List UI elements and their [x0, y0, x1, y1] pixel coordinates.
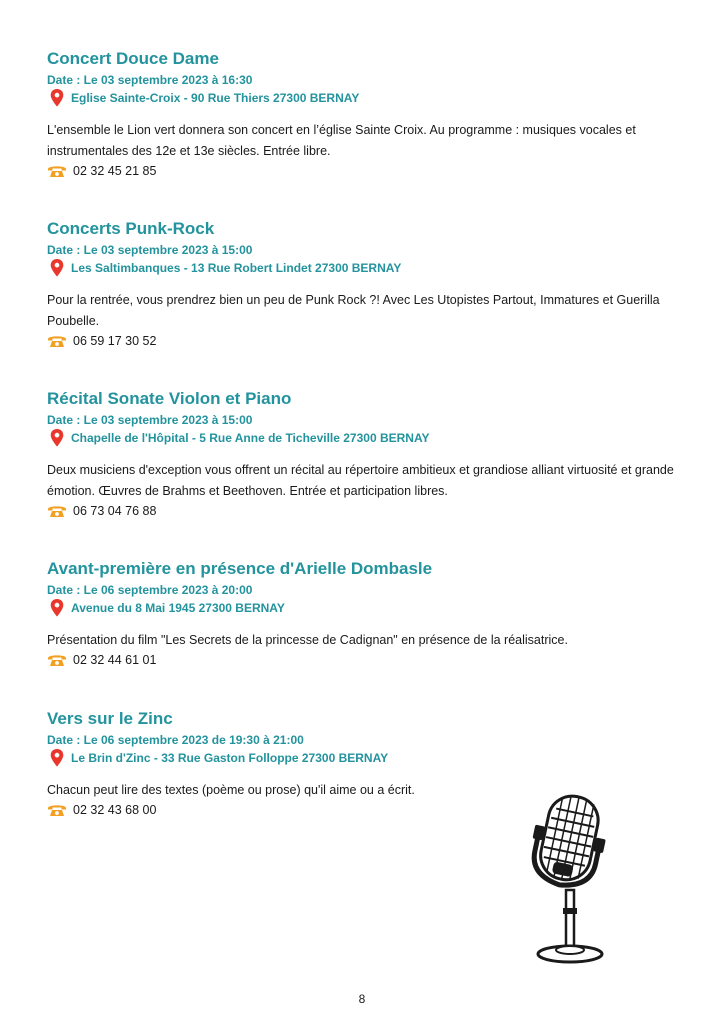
- event-phone-number: 02 32 45 21 85: [73, 164, 157, 178]
- telephone-icon: [47, 504, 67, 518]
- map-pin-icon: [49, 429, 65, 447]
- event-location-label: Chapelle de l'Hôpital - 5 Rue Anne de Ticheville 27300 BERNAY: [71, 431, 430, 445]
- event-description: Chacun peut lire des textes (poème ou prose) qu'il aime ou a écrit.: [47, 783, 415, 797]
- event-date: Date : Le 03 septembre 2023 à 15:00: [47, 413, 253, 427]
- event-card: [47, 48, 687, 180]
- event-location: [47, 749, 687, 767]
- event-card: [47, 218, 687, 350]
- event-title: Concert Douce Dame: [47, 49, 219, 68]
- event-location: [47, 599, 687, 617]
- event-description: Pour la rentrée, vous prendrez bien un peu de Punk Rock ?! Avec Les Utopistes Partout, Immatures et Guerilla Poubelle.: [47, 293, 660, 328]
- telephone-icon: [47, 803, 67, 817]
- event-phone-number: 06 59 17 30 52: [73, 334, 157, 348]
- event-description: Deux musiciens d'exception vous offrent un récital au répertoire ambitieux et grandiose alliant virtuosité et grande émotion. Œuvres de Brahms et Beethoven. Entrée et participation libres.: [47, 463, 674, 498]
- event-date: Date : Le 06 septembre 2023 de 19:30 à 21:00: [47, 733, 304, 747]
- event-phone-number: 02 32 44 61 01: [73, 653, 157, 667]
- event-phone: [47, 651, 687, 669]
- event-phone-number: 02 32 43 68 00: [73, 803, 157, 817]
- event-title: Vers sur le Zinc: [47, 709, 173, 728]
- telephone-icon: [47, 334, 67, 348]
- event-title: Concerts Punk-Rock: [47, 219, 215, 238]
- event-date: Date : Le 06 septembre 2023 à 20:00: [47, 583, 253, 597]
- event-phone: [47, 502, 687, 520]
- event-description: Présentation du film "Les Secrets de la princesse de Cadignan" en présence de la réalisatrice.: [47, 633, 568, 647]
- page-number: 8: [358, 992, 366, 1006]
- event-location: [47, 259, 687, 277]
- map-pin-icon: [49, 599, 65, 617]
- event-location-label: Le Brin d'Zinc - 33 Rue Gaston Folloppe 27300 BERNAY: [71, 751, 389, 765]
- map-pin-icon: [49, 749, 65, 767]
- event-date: Date : Le 03 septembre 2023 à 16:30: [47, 73, 253, 87]
- event-card: [47, 558, 687, 669]
- event-location: [47, 89, 687, 107]
- event-location-label: Les Saltimbanques - 13 Rue Robert Lindet 27300 BERNAY: [71, 261, 402, 275]
- event-card: [47, 388, 687, 520]
- event-date: Date : Le 03 septembre 2023 à 15:00: [47, 243, 253, 257]
- event-location-label: Avenue du 8 Mai 1945 27300 BERNAY: [71, 601, 285, 615]
- event-phone: [47, 332, 687, 350]
- telephone-icon: [47, 653, 67, 667]
- map-pin-icon: [49, 259, 65, 277]
- event-location-label: Eglise Sainte-Croix - 90 Rue Thiers 27300 BERNAY: [71, 91, 360, 105]
- event-title: Avant-première en présence d'Arielle Dombasle: [47, 559, 433, 578]
- telephone-icon: [47, 164, 67, 178]
- map-pin-icon: [49, 89, 65, 107]
- event-phone-number: 06 73 04 76 88: [73, 504, 157, 518]
- event-location: [47, 429, 687, 447]
- microphone-illustration: [525, 790, 615, 965]
- event-description: L'ensemble le Lion vert donnera son concert en l’église Sainte Croix. Au programme : musiques vocales et instrumentales des 12e et 13e siècles. Entrée libre.: [47, 123, 636, 158]
- event-title: Récital Sonate Violon et Piano: [47, 389, 292, 408]
- event-phone: [47, 162, 687, 180]
